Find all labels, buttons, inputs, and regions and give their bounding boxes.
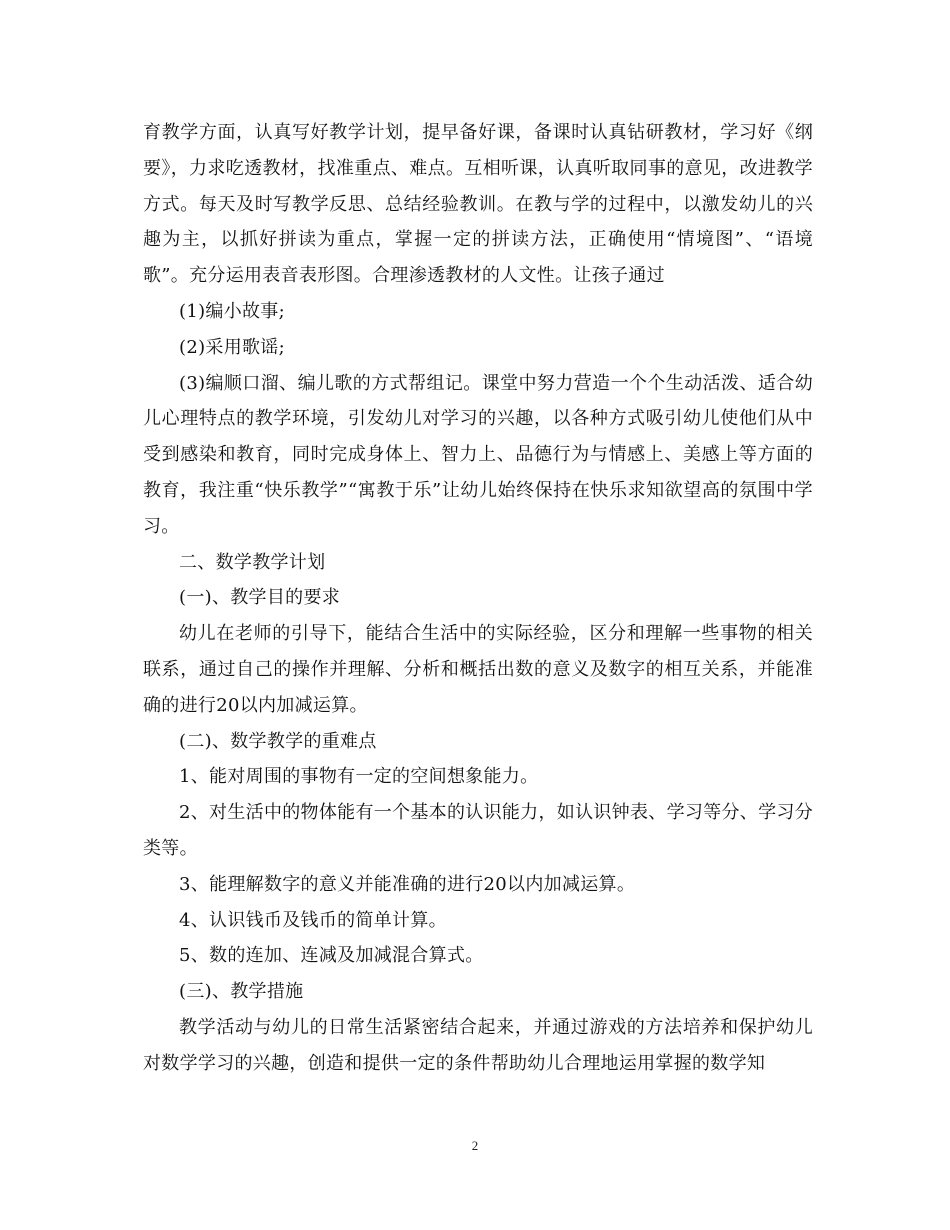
paragraph: 幼儿在老师的引导下，能结合生活中的实际经验，区分和理解一些事物的相关联系，通过自己的操作并理解、分析和概括出数的意义及数字的相互关系，并能准确的进行20以内加减运算。	[143, 623, 813, 716]
paragraph: 教学活动与幼儿的日常生活紧密结合起来，并通过游戏的方法培养和保护幼儿对数学学习的兴趣，创造和提供一定的条件帮助幼儿合理地运用掌握的数学知	[143, 1016, 813, 1074]
paragraph: (1)编小故事;	[179, 300, 285, 322]
list-item: 2、对生活中的物体能有一个基本的认识能力，如认识钟表、学习等分、学习分类等。	[143, 802, 813, 859]
paragraph: (3)编顺口溜、编儿歌的方式帮组记。课堂中努力营造一个个生动活泼、适合幼儿心理特点的教学环境，引发幼儿对学习的兴趣，以各种方式吸引幼儿使他们从中受到感染和教育，同时完成身体上、智力上、品德行为与情感上、美感上等方面的教育，我注重“快乐教学”“寓教于乐”让幼儿始终保持在快乐求知欲望高的氛围中学习。	[143, 372, 813, 537]
list-item: 1、能对周围的事物有一定的空间想象能力。	[179, 766, 539, 788]
list-item: 4、认识钱币及钱币的简单计算。	[179, 909, 447, 931]
subsection-heading: (三)、教学措施	[179, 981, 304, 1003]
page-number: 2	[471, 1138, 479, 1153]
list-item: 5、数的连加、连减及加减混合算式。	[179, 945, 484, 967]
document-body	[143, 115, 813, 1082]
paragraph: 育教学方面，认真写好教学计划，提早备好课，备课时认真钻研教材，学习好《纲要》，力求吃透教材，找准重点、难点。互相听课，认真听取同事的意见，改进教学方式。每天及时写教学反思、总结经验教训。在教与学的过程中，以激发幼儿的兴趣为主，以抓好拼读为重点，掌握一定的拼读方法，正确使用“情境图”、“语境歌”。充分运用表音表形图。合理渗透教材的人文性。让孩子通过	[143, 122, 813, 287]
subsection-heading: (一)、教学目的要求	[179, 587, 341, 609]
section-heading: 二、数学教学计划	[179, 551, 326, 573]
paragraph: (2)采用歌谣;	[179, 336, 285, 358]
subsection-heading: (二)、数学教学的重难点	[179, 730, 377, 752]
list-item: 3、能理解数字的意义并能准确的进行20以内加减运算。	[179, 873, 636, 895]
